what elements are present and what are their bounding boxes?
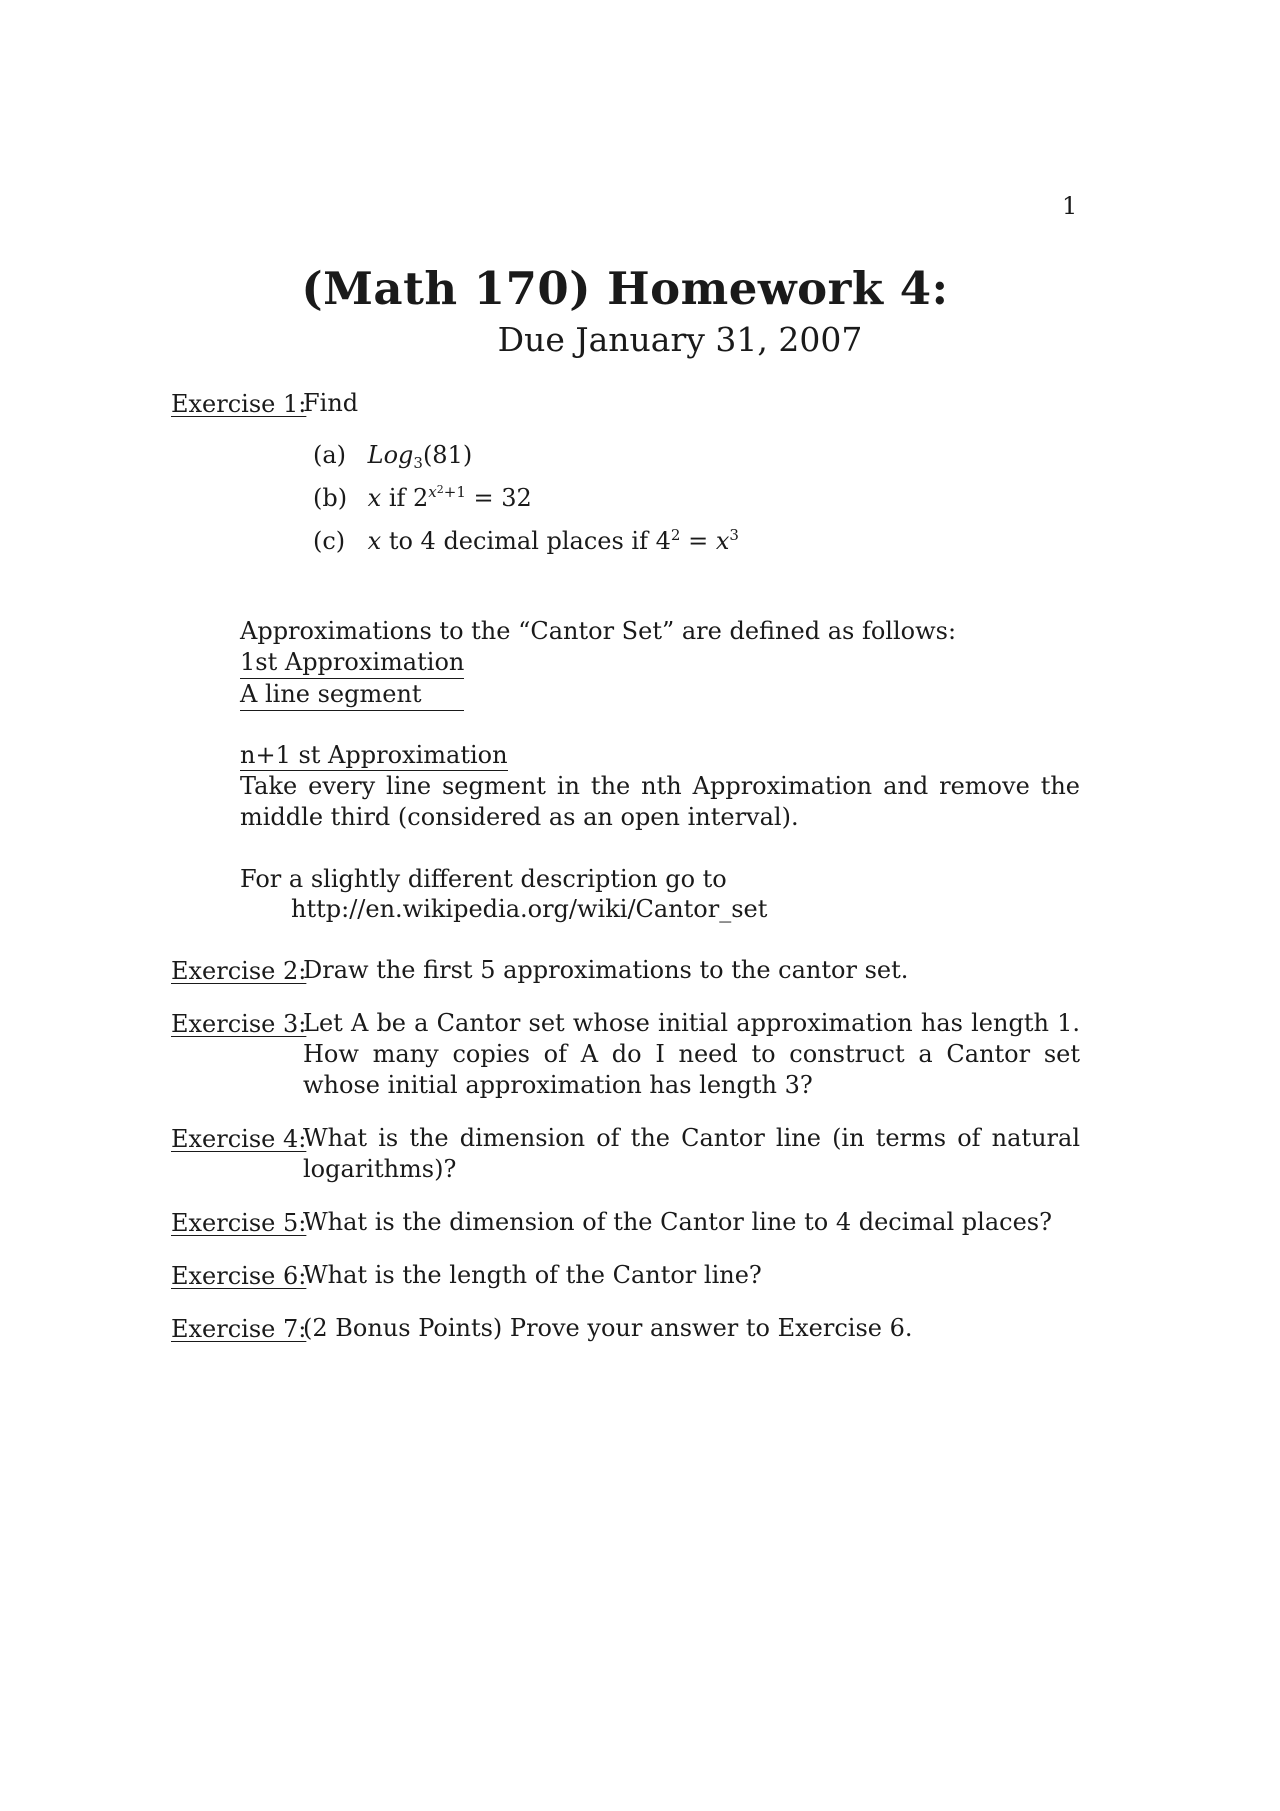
variable: x [367,527,382,555]
item-label: (b) [313,484,348,512]
exercise-3-text: Let A be a Cantor set whose initial approximation has length 1. How many copies of A do I need to construct a Cantor set whose initial approximation has length 3? [303,1009,1080,1099]
exercise-3-label: Exercise 3: [171,1010,307,1038]
exponent [428,483,466,501]
power-1: 2 [670,526,681,544]
first-approx-heading: 1st Approximation [240,647,464,679]
text-mid: to 4 decimal places if 4 [381,527,671,555]
exercise-4-label: Exercise 4: [171,1125,307,1153]
exercise-1-text: Find [303,389,359,417]
page-number: 1 [1062,192,1078,220]
exercise-1b [313,484,532,512]
due-date [0,320,1280,359]
exercise-1a [313,441,473,472]
reference-url: http://en.wikipedia.org/wiki/Cantor_set [291,895,768,923]
title-text: (Math 170) Homework 4: [301,262,949,315]
log-arg: (81) [422,441,473,469]
page-title [0,262,1280,315]
equals: = [680,527,716,555]
variable: x [367,484,382,512]
item-label: (c) [313,527,346,555]
exp-rest: +1 [443,483,466,501]
exercise-1c [313,527,739,555]
exercise-6-text: What is the length of the Cantor line? [303,1261,762,1289]
exercise-2-label: Exercise 2: [171,957,307,985]
text-tail: = 32 [465,484,532,512]
next-approximation-heading-block [240,740,508,771]
exercise-6-label: Exercise 6: [171,1262,307,1290]
exp-power: 2 [436,483,444,496]
item-label: (a) [313,441,347,469]
exercise-1-label: Exercise 1: [171,390,307,418]
exercise-7-text: (2 Bonus Points) Prove your answer to Exercise 6. [303,1314,913,1342]
first-approximation [240,647,464,711]
exercise-4-text: What is the dimension of the Cantor line (in terms of natural logarithms)? [303,1124,1080,1183]
exercise-5-text: What is the dimension of the Cantor line to 4 decimal places? [303,1208,1052,1236]
power-2: 3 [729,526,739,544]
exercise-5-label: Exercise 5: [171,1209,307,1237]
reference-text: For a slightly different description go to [240,865,727,893]
exp-var: x [428,483,437,501]
log-base: 3 [413,454,423,472]
due-date-text: Due January 31, 2007 [497,320,863,359]
cantor-intro: Approximations to the “Cantor Set” are defined as follows: [240,617,957,645]
log-func: Log [367,441,414,469]
exercise-2-text: Draw the first 5 approximations to the cantor set. [303,956,909,984]
next-approx-text: Take every line segment in the nth Approximation and remove the middle third (considered as an open interval). [240,772,1080,831]
exercise-7-label: Exercise 7: [171,1315,307,1343]
first-approx-text: A line segment [240,679,464,711]
text-mid: if 2 [381,484,429,512]
variable-2: x [715,527,730,555]
next-approx-heading: n+1 st Approximation [240,741,508,769]
